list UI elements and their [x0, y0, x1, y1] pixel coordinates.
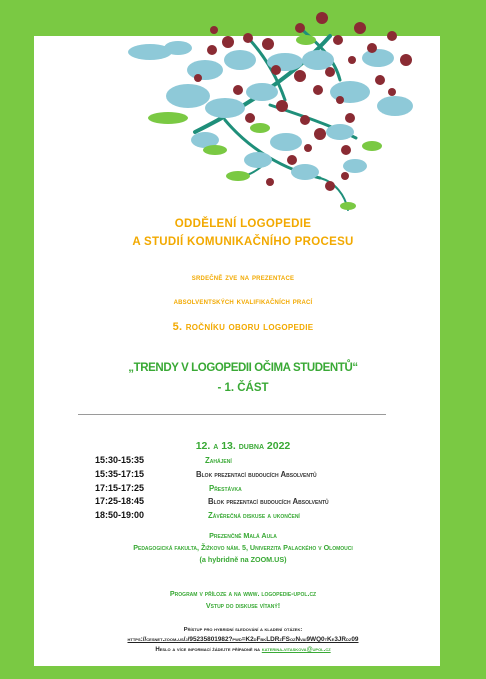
contact-line [0, 646, 486, 653]
schedule-label: Blok prezentací budoucích Absolventů [196, 470, 317, 479]
department-name-line2: A STUDIÍ KOMUNIKAČNÍHO PROCESU [132, 236, 354, 248]
invitation-line3: 5. ročníku oboru logopedie [172, 321, 314, 333]
schedule-label: Blok prezentací budoucích Absolventů [208, 497, 329, 506]
schedule-time: 15:35-17:15 [95, 469, 145, 479]
zoom-link[interactable]: https://cesnet.zoom.us/j/95235801982?pwd=K2dFbkLDRzFSozNvai9WQ0tKe3JRdz09 [127, 636, 359, 643]
invitation-line2: absolventských kvalifikačních prací [173, 296, 313, 306]
schedule-time: 15:30-15:35 [95, 455, 145, 465]
schedule-time: 17:15-17:25 [95, 483, 145, 493]
schedule-time: 18:50-19:00 [95, 510, 145, 520]
tree-branch-illustration [0, 0, 486, 230]
venue-line3: (a hybridně na ZOOM.US) [199, 555, 287, 564]
discussion-note: Vstup do diskuse vítaný! [205, 601, 281, 610]
department-name-line1: ODDĚLENÍ LOGOPEDIE [174, 218, 312, 230]
schedule-label: Přestávka [209, 484, 242, 493]
contact-text: Heslo a více informací žádejte případně na [155, 646, 261, 653]
programme-note: Program v příloze a na www. logopedie-upol.cz [169, 589, 317, 598]
event-dates: 12. a 13. dubna 2022 [195, 440, 291, 452]
event-title-line1: „TRENDY V LOGOPEDII OČIMA STUDENTŮ“ [128, 362, 358, 374]
event-title-line2: - 1. ČÁST [217, 382, 269, 394]
venue-line2: Pedagogická fakulta, Žižkovo nám. 5, Univerzita Palackého v Olomouci [133, 543, 353, 552]
schedule-time: 17:25-18:45 [95, 496, 145, 506]
schedule-label: Závěrečná diskuse a ukončení [208, 511, 300, 520]
access-info: Přístup pro hybridní sledování a kladení otázek: [183, 627, 303, 633]
divider [78, 414, 386, 415]
schedule-label: Zahájení [205, 456, 232, 465]
venue-line1: Prezenčně Malá Aula [209, 531, 277, 540]
contact-email-link[interactable]: katerina.vitaskova@upol.cz [261, 646, 331, 653]
invitation-line1: srdečně zve na prezentace [191, 272, 295, 282]
zoom-link-line [0, 636, 486, 643]
